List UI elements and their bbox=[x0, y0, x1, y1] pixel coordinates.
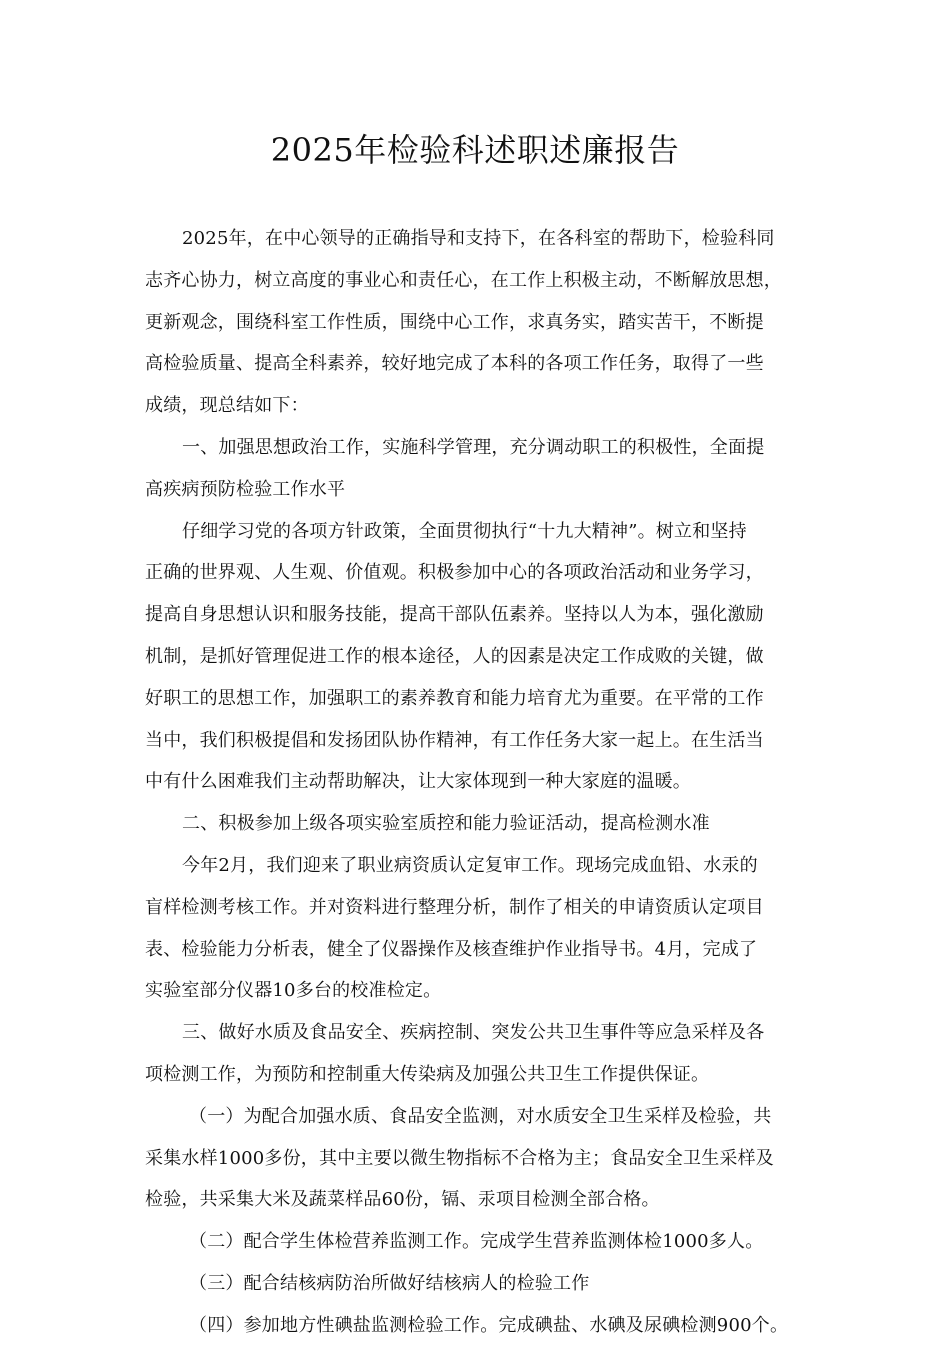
text-line: 中有什么困难我们主动帮助解决，让大家体现到一种大家庭的温暖。 bbox=[145, 771, 691, 793]
document-body bbox=[145, 218, 807, 1347]
text-line: 三、做好水质及食品安全、疾病控制、突发公共卫生事件等应急采样及各 bbox=[182, 1022, 765, 1044]
text-line: 二、积极参加上级各项实验室质控和能力验证活动，提高检测水准 bbox=[182, 813, 710, 835]
text-line: 高检验质量、提高全科素养，较好地完成了本科的各项工作任务，取得了一些 bbox=[145, 353, 764, 375]
text-line: 当中，我们积极提倡和发扬团队协作精神，有工作任务大家一起上。在生活当 bbox=[145, 729, 764, 751]
text-line: 检验，共采集大米及蔬菜样品60份，镉、汞项目检测全部合格。 bbox=[145, 1189, 660, 1211]
text-line: 今年2月，我们迎来了职业病资质认定复审工作。现场完成血铅、水汞的 bbox=[182, 854, 758, 876]
text-line: （一）为配合加强水质、食品安全监测，对水质安全卫生采样及检验，共 bbox=[189, 1105, 772, 1127]
text-line: 机制，是抓好管理促进工作的根本途径，人的因素是决定工作成败的关键，做 bbox=[145, 645, 764, 667]
text-line: 好职工的思想工作，加强职工的素养教育和能力培育尤为重要。在平常的工作 bbox=[145, 687, 764, 709]
text-line: 表、检验能力分析表，健全了仪器操作及核查维护作业指导书。4月，完成了 bbox=[145, 938, 758, 960]
text-line: 项检测工作，为预防和控制重大传染病及加强公共卫生工作提供保证。 bbox=[145, 1063, 710, 1085]
text-line: 高疾病预防检验工作水平 bbox=[145, 478, 346, 500]
text-line: 成绩，现总结如下： bbox=[145, 395, 309, 417]
text-line: （四）参加地方性碘盐监测检验工作。完成碘盐、水碘及尿碘检测900个。 bbox=[189, 1314, 789, 1336]
text-line: 2025年，在中心领导的正确指导和支持下，在各科室的帮助下，检验科同 bbox=[182, 228, 775, 249]
text-line: 志齐心协力，树立高度的事业心和责任心，在工作上积极主动，不断解放思想， bbox=[145, 269, 782, 291]
text-line: 提高自身思想认识和服务技能，提高干部队伍素养。坚持以人为本，强化激励 bbox=[145, 604, 764, 626]
text-line: （三）配合结核病防治所做好结核病人的检验工作 bbox=[189, 1272, 590, 1294]
text-line: 盲样检测考核工作。并对资料进行整理分析，制作了相关的申请资质认定项目 bbox=[145, 896, 764, 918]
text-line: 一、加强思想政治工作，实施科学管理，充分调动职工的积极性，全面提 bbox=[182, 436, 765, 458]
document-title: 2025年检验科述职述廉报告 bbox=[270, 131, 680, 169]
text-line: 采集水样1000多份，其中主要以微生物指标不合格为主；食品安全卫生采样及 bbox=[145, 1147, 775, 1169]
text-line: 实验室部分仪器10多台的校准检定。 bbox=[145, 980, 442, 1002]
text-line: 正确的世界观、人生观、价值观。积极参加中心的各项政治活动和业务学习， bbox=[145, 562, 764, 584]
text-line: （二）配合学生体检营养监测工作。完成学生营养监测体检1000多人。 bbox=[189, 1231, 764, 1253]
text-line: 更新观念，围绕科室工作性质，围绕中心工作，求真务实，踏实苦干，不断提 bbox=[145, 311, 764, 333]
text-line: 仔细学习党的各项方针政策，全面贯彻执行“十九大精神”。树立和坚持 bbox=[182, 520, 747, 542]
